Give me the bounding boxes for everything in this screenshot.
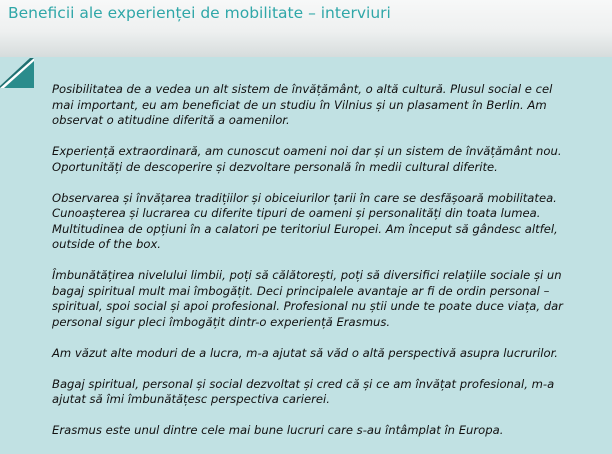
testimonial-line: spiritual, spoi social și apoi profesional. Profesional nu știi unde te poate duce viața, dar: [52, 299, 563, 313]
testimonial-paragraph: [52, 82, 608, 129]
testimonial-line: observat o atitudine diferită a oamenilor.: [52, 113, 290, 127]
testimonial-line: bagaj spiritual mult mai îmbogățit. Deci principalele avantaje ar fi de ordin personal –: [52, 283, 550, 298]
testimonial-line: Oportunități de descoperire și dezvoltare personală în medii cultural diferite.: [52, 159, 498, 174]
testimonial-paragraph: [52, 144, 608, 175]
testimonial-line: Bagaj spiritual, personal și social dezvoltat și cred că și ce am învățat profesional, m-a: [52, 376, 555, 391]
testimonial-line: Cunoașterea și lucrarea cu diferite tipuri de oameni și personalități din toata lumea.: [52, 206, 541, 220]
testimonial-line: Posibilitatea de a vedea un alt sistem de învățământ, o altă cultură. Plusul social e cel: [52, 82, 553, 96]
testimonial-line: mai important, eu am beneficiat de un studiu în Vilnius și un plasament în Berlin. Am: [52, 97, 547, 112]
testimonial-paragraph: [52, 191, 608, 253]
testimonial-paragraph: [52, 268, 608, 330]
testimonial-line: Observarea și învățarea tradițiilor și obiceiurilor țarii în care se desfășoară mobilitatea.: [52, 190, 557, 205]
testimonial-line: Multitudinea de opțiuni în a calatori pe teritoriul Europei. Am început să gândesc altfel,: [52, 221, 558, 236]
testimonials-content: [52, 82, 608, 454]
testimonial-line: Erasmus este unul dintre cele mai bune lucruri care s-au întâmplat în Europa.: [52, 423, 504, 437]
testimonial-line: Experiență extraordinară, am cunoscut oameni noi dar și un sistem de învățământ nou.: [52, 144, 562, 158]
testimonial-line: personal sigur pleci îmbogățit dintr-o experiență Erasmus.: [52, 314, 391, 329]
testimonial-line: ajutat să îmi îmbunătățesc perspectiva carierei.: [52, 392, 330, 406]
slide-header: [0, 0, 612, 57]
testimonial-paragraph: [52, 423, 608, 439]
testimonial-line: Am văzut alte moduri de a lucra, m-a ajutat să văd o altă perspectivă asupra lucrurilor.: [52, 345, 558, 360]
testimonial-line: Îmbunătățirea nivelului limbii, poți să călătorești, poți să diversifici relațiile sociale și un: [52, 268, 562, 282]
testimonial-paragraph: [52, 346, 608, 362]
diagonal-stripe-corner-icon: [0, 58, 34, 88]
testimonial-paragraph: [52, 377, 608, 408]
testimonial-line: outside of the box.: [52, 237, 161, 251]
slide-title: Beneficii ale experienței de mobilitate – interviuri: [8, 4, 391, 22]
